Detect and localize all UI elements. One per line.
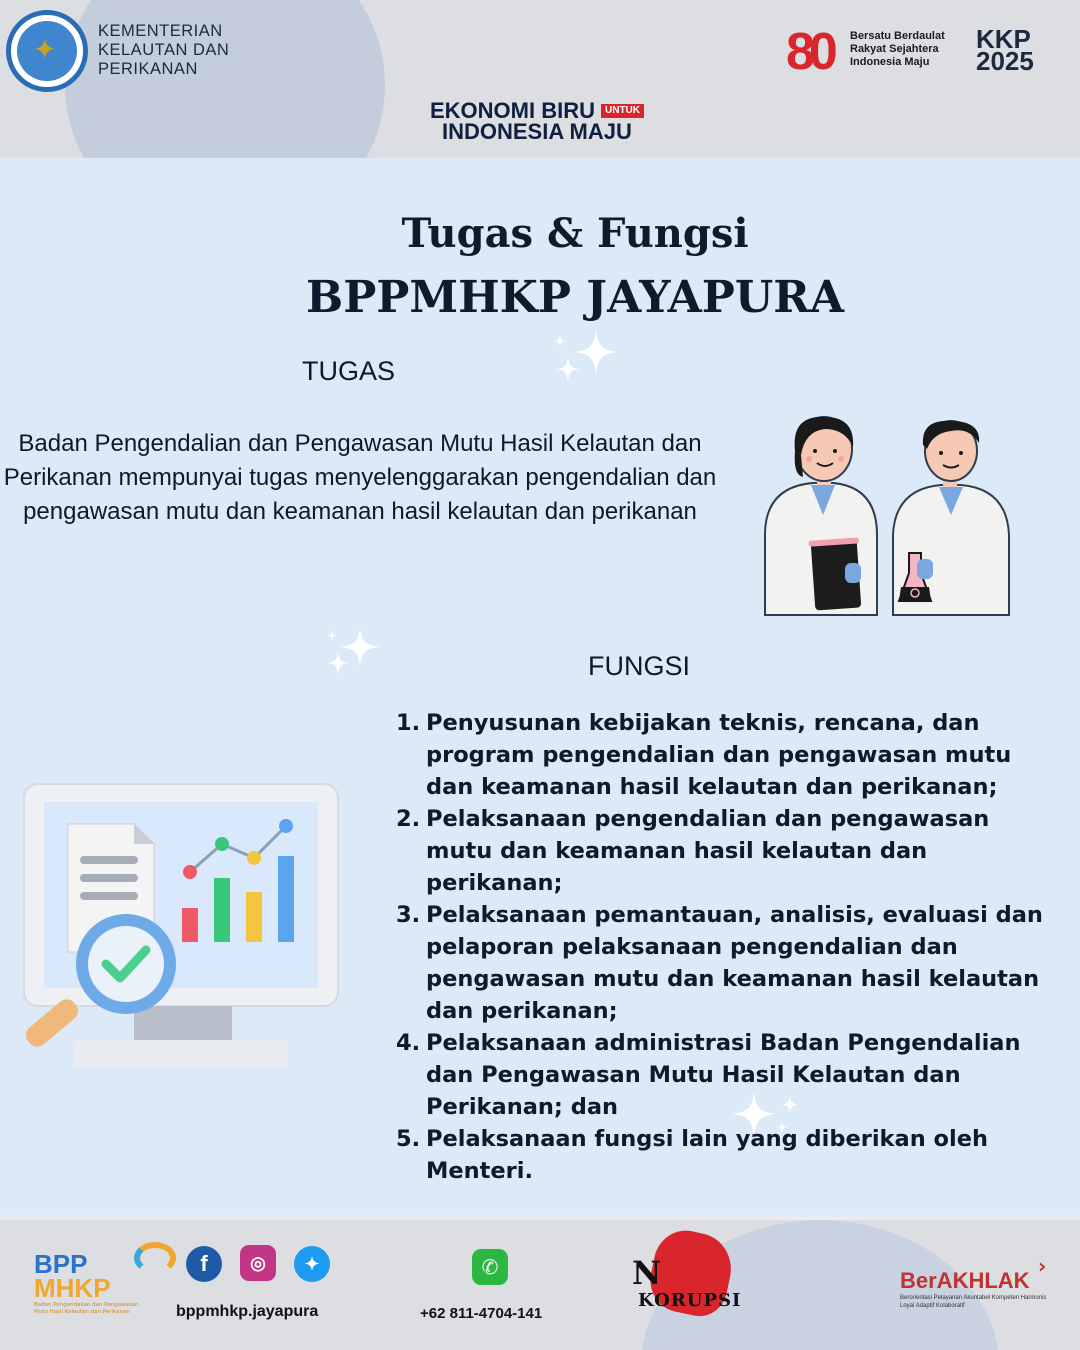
sparkle-icon xyxy=(548,328,620,388)
instagram-icon[interactable]: ◎ xyxy=(240,1245,276,1281)
list-item xyxy=(396,803,1046,899)
ministry-line: KELAUTAN DAN xyxy=(98,41,230,59)
scientists-illustration xyxy=(755,415,1017,620)
facebook-icon[interactable]: f xyxy=(186,1246,222,1282)
list-number: 5. xyxy=(396,1126,421,1152)
whatsapp-icon[interactable]: ✆ xyxy=(472,1249,508,1285)
tagline-line2: INDONESIA MAJU xyxy=(442,119,632,144)
kkp-2025-logo xyxy=(976,24,1034,76)
social-handle: bppmhkp.jayapura xyxy=(176,1303,319,1320)
mhkp-text: MHKP xyxy=(34,1273,111,1303)
korupsi-text: KORUPSI xyxy=(638,1290,742,1311)
list-item xyxy=(396,1123,1046,1187)
list-number: 1. xyxy=(396,710,421,736)
bppmhkp-logo xyxy=(34,1249,164,1316)
list-item xyxy=(396,899,1046,1027)
slogan-line: Bersatu Berdaulat xyxy=(850,30,945,42)
garuda-icon: ✦ xyxy=(33,33,57,66)
list-number: 4. xyxy=(396,1030,421,1056)
tagline-line1: EKONOMI BIRU xyxy=(430,98,595,123)
tagline-logo xyxy=(430,100,644,142)
slogan-line: Indonesia Maju xyxy=(850,56,930,68)
tagline-untuk: UNTUK xyxy=(601,104,644,118)
list-text: Pelaksanaan administrasi Badan Pengendalian dan Pengawasan Mutu Hasil Kelautan dan Perikanan; dan xyxy=(426,1030,1021,1120)
tugas-heading: TUGAS xyxy=(302,356,396,386)
bpp-text: BPP xyxy=(34,1249,88,1279)
berakhlak-title: BerAKHLAK xyxy=(900,1268,1030,1293)
berakhlak-logo xyxy=(900,1254,1050,1310)
kkp-year: 2025 xyxy=(976,46,1034,76)
list-number: 3. xyxy=(396,902,421,928)
berakhlak-subtitle: Berorientasi Pelayanan Akuntabel Kompeten Harmonis Loyal Adaptif Kolaboratif xyxy=(900,1295,1047,1309)
bpp-subtitle: Badan Pengendalian dan Pengawasan Mutu Hasil Kelautan dan Perikanan xyxy=(34,1302,139,1315)
list-text: Pelaksanaan pemantauan, analisis, evaluasi dan pelaporan pelaksanaan pengendalian dan pengawasan mutu dan keamanan hasil kelautan dan perikanan; xyxy=(426,902,1043,1024)
ministry-line: PERIKANAN xyxy=(98,60,198,78)
tugas-text: Badan Pengendalian dan Pengawasan Mutu Hasil Kelautan dan Perikanan mempunyai tugas menyelenggarakan pengendalian dan pengawasan mutu dan keamanan hasil kelautan dan perikanan xyxy=(3,430,717,525)
ministry-line: KEMENTERIAN xyxy=(98,22,223,40)
list-item xyxy=(396,1027,1046,1123)
anniversary-logo: 80 xyxy=(786,23,832,81)
twitter-icon[interactable]: ✦ xyxy=(294,1246,330,1282)
list-number: 2. xyxy=(396,806,421,832)
no-korupsi-logo xyxy=(632,1232,762,1312)
monitor-chart-illustration xyxy=(22,782,340,1072)
kkp-text: KKP xyxy=(976,24,1031,54)
fungsi-list xyxy=(396,707,1046,1187)
no-letter: N xyxy=(632,1254,662,1292)
list-text: Pelaksanaan pengendalian dan pengawasan mutu dan keamanan hasil kelautan dan perikanan; xyxy=(426,806,990,896)
chevron-right-icon: › xyxy=(1038,1254,1047,1278)
page-subtitle: BPPMHKP JAYAPURA xyxy=(306,272,844,323)
phone-number: +62 811-4704-141 xyxy=(420,1305,543,1322)
ministry-logo xyxy=(6,10,88,92)
swoosh-icon xyxy=(134,1242,176,1274)
anniversary-slogan xyxy=(850,30,960,69)
list-text: Penyusunan kebijakan teknis, rencana, dan program pengendalian dan pengawasan mutu dan keamanan hasil kelautan dan perikanan; xyxy=(426,710,1012,800)
fungsi-heading: FUNGSI xyxy=(588,651,691,681)
page-title: Tugas & Fungsi xyxy=(401,210,749,257)
list-text: Pelaksanaan fungsi lain yang diberikan oleh Menteri. xyxy=(426,1126,988,1184)
list-item xyxy=(396,707,1046,803)
slogan-line: Rakyat Sejahtera xyxy=(850,43,939,55)
ministry-name xyxy=(98,22,278,79)
sparkle-icon xyxy=(322,626,382,678)
